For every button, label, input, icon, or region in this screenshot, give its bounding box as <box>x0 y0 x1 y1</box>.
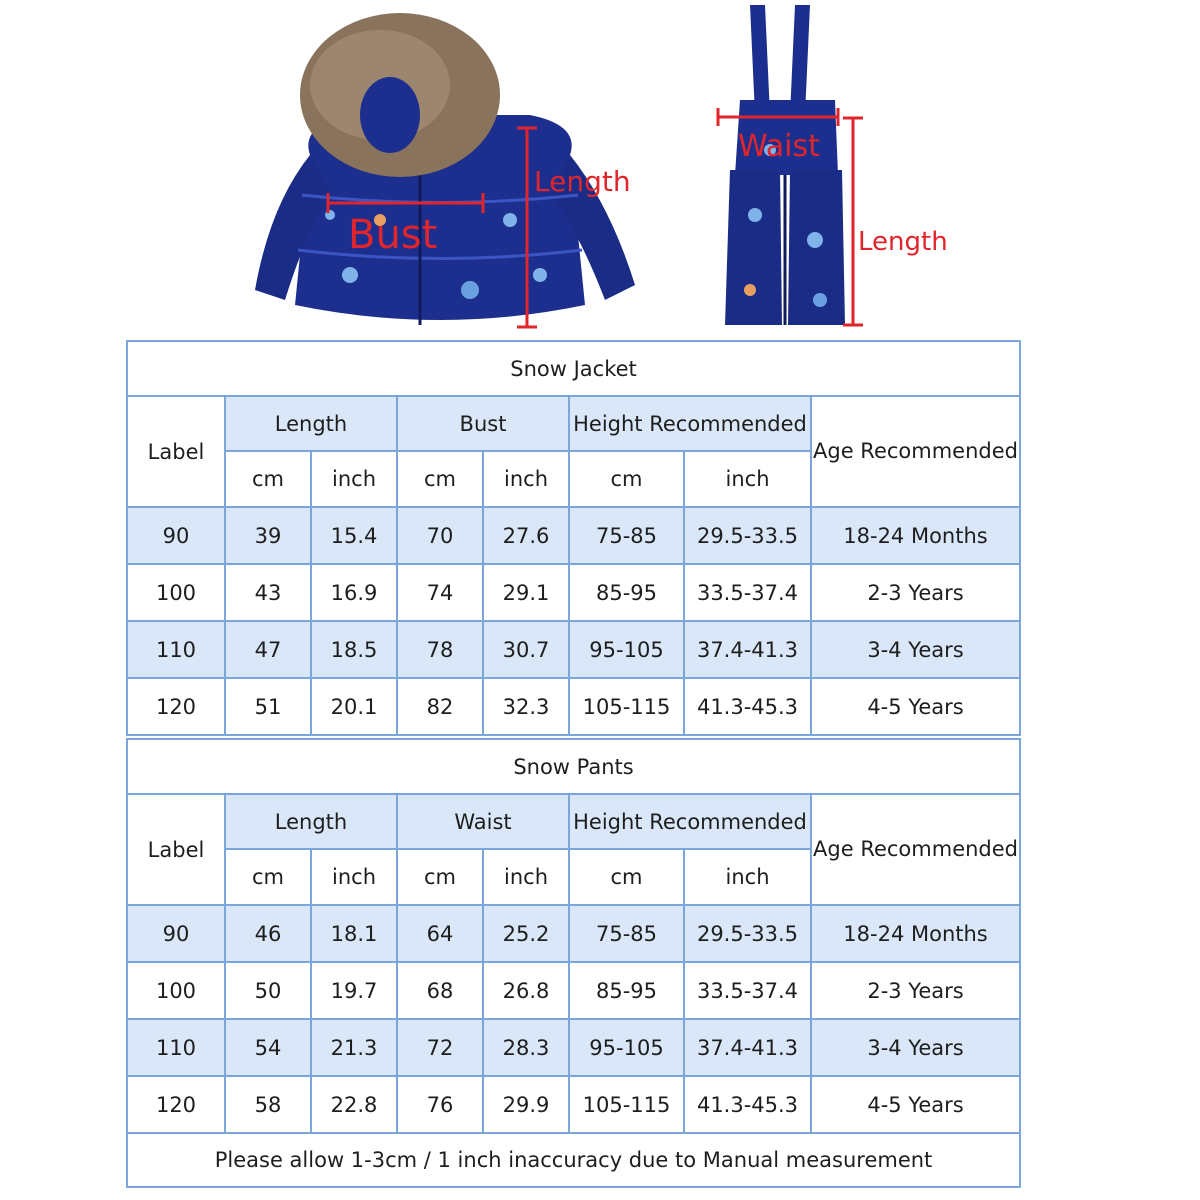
unit-header: inch <box>684 451 811 507</box>
table-cell: 120 <box>127 678 225 735</box>
table-cell: 39 <box>225 507 311 564</box>
table-cell: 41.3-45.3 <box>684 1076 811 1133</box>
unit-header: inch <box>311 849 397 905</box>
label-header: Label <box>127 794 225 905</box>
table-cell: 95-105 <box>569 621 684 678</box>
table-row <box>127 678 1020 735</box>
unit-header: cm <box>225 849 311 905</box>
pants-size-table <box>126 738 1021 1188</box>
table-cell: 32.3 <box>483 678 569 735</box>
table-cell: 43 <box>225 564 311 621</box>
table-cell: 37.4-41.3 <box>684 1019 811 1076</box>
table-cell: 18-24 Months <box>811 905 1020 962</box>
pants-table-title: Snow Pants <box>127 739 1020 794</box>
table-cell: 51 <box>225 678 311 735</box>
table-cell: 20.1 <box>311 678 397 735</box>
table-cell: 18.1 <box>311 905 397 962</box>
waist-group-header: Waist <box>397 794 569 849</box>
table-cell: 46 <box>225 905 311 962</box>
height-group-header: Height Recommended <box>569 396 811 451</box>
table-cell: 75-85 <box>569 507 684 564</box>
table-cell: 33.5-37.4 <box>684 962 811 1019</box>
table-cell: 30.7 <box>483 621 569 678</box>
table-cell: 64 <box>397 905 483 962</box>
table-cell: 90 <box>127 507 225 564</box>
table-cell: 29.1 <box>483 564 569 621</box>
table-row <box>127 962 1020 1019</box>
table-cell: 41.3-45.3 <box>684 678 811 735</box>
table-cell: 72 <box>397 1019 483 1076</box>
measurement-note: Please allow 1-3cm / 1 inch inaccuracy due to Manual measurement <box>127 1133 1020 1187</box>
table-cell: 95-105 <box>569 1019 684 1076</box>
unit-header: cm <box>397 849 483 905</box>
jacket-length-label: Length <box>534 165 631 198</box>
bust-group-header: Bust <box>397 396 569 451</box>
table-cell: 18.5 <box>311 621 397 678</box>
height-group-header: Height Recommended <box>569 794 811 849</box>
unit-header: inch <box>311 451 397 507</box>
table-row <box>127 507 1020 564</box>
pants-length-label: Length <box>858 227 948 257</box>
table-cell: 47 <box>225 621 311 678</box>
table-cell: 105-115 <box>569 1076 684 1133</box>
table-cell: 4-5 Years <box>811 678 1020 735</box>
table-cell: 90 <box>127 905 225 962</box>
table-cell: 37.4-41.3 <box>684 621 811 678</box>
table-row <box>127 1076 1020 1133</box>
unit-header: cm <box>225 451 311 507</box>
pants-illustration <box>710 0 960 335</box>
label-header: Label <box>127 396 225 507</box>
table-cell: 16.9 <box>311 564 397 621</box>
table-cell: 50 <box>225 962 311 1019</box>
jacket-table-title: Snow Jacket <box>127 341 1020 396</box>
table-cell: 120 <box>127 1076 225 1133</box>
jacket-size-table <box>126 340 1021 736</box>
table-cell: 3-4 Years <box>811 621 1020 678</box>
table-cell: 19.7 <box>311 962 397 1019</box>
age-header: Age Recommended <box>811 794 1020 905</box>
jacket-illustration <box>240 5 640 335</box>
table-cell: 110 <box>127 1019 225 1076</box>
table-cell: 82 <box>397 678 483 735</box>
table-cell: 25.2 <box>483 905 569 962</box>
table-cell: 29.9 <box>483 1076 569 1133</box>
table-cell: 27.6 <box>483 507 569 564</box>
table-cell: 18-24 Months <box>811 507 1020 564</box>
age-header: Age Recommended <box>811 396 1020 507</box>
table-cell: 70 <box>397 507 483 564</box>
table-cell: 75-85 <box>569 905 684 962</box>
table-cell: 110 <box>127 621 225 678</box>
table-cell: 58 <box>225 1076 311 1133</box>
waist-label: Waist <box>738 129 820 164</box>
table-cell: 28.3 <box>483 1019 569 1076</box>
length-group-header: Length <box>225 794 397 849</box>
table-cell: 29.5-33.5 <box>684 507 811 564</box>
unit-header: inch <box>684 849 811 905</box>
table-row <box>127 621 1020 678</box>
table-cell: 22.8 <box>311 1076 397 1133</box>
table-cell: 74 <box>397 564 483 621</box>
table-cell: 2-3 Years <box>811 564 1020 621</box>
table-cell: 15.4 <box>311 507 397 564</box>
table-cell: 54 <box>225 1019 311 1076</box>
table-row <box>127 564 1020 621</box>
unit-header: cm <box>397 451 483 507</box>
unit-header: inch <box>483 451 569 507</box>
unit-header: cm <box>569 849 684 905</box>
table-cell: 105-115 <box>569 678 684 735</box>
table-row <box>127 1019 1020 1076</box>
table-cell: 100 <box>127 564 225 621</box>
bust-label: Bust <box>348 212 438 258</box>
table-cell: 85-95 <box>569 962 684 1019</box>
table-cell: 68 <box>397 962 483 1019</box>
table-cell: 21.3 <box>311 1019 397 1076</box>
table-cell: 29.5-33.5 <box>684 905 811 962</box>
unit-header: cm <box>569 451 684 507</box>
table-cell: 76 <box>397 1076 483 1133</box>
table-row <box>127 905 1020 962</box>
table-cell: 85-95 <box>569 564 684 621</box>
length-group-header: Length <box>225 396 397 451</box>
table-cell: 26.8 <box>483 962 569 1019</box>
table-cell: 78 <box>397 621 483 678</box>
table-cell: 33.5-37.4 <box>684 564 811 621</box>
table-cell: 4-5 Years <box>811 1076 1020 1133</box>
table-cell: 3-4 Years <box>811 1019 1020 1076</box>
table-cell: 100 <box>127 962 225 1019</box>
table-cell: 2-3 Years <box>811 962 1020 1019</box>
unit-header: inch <box>483 849 569 905</box>
